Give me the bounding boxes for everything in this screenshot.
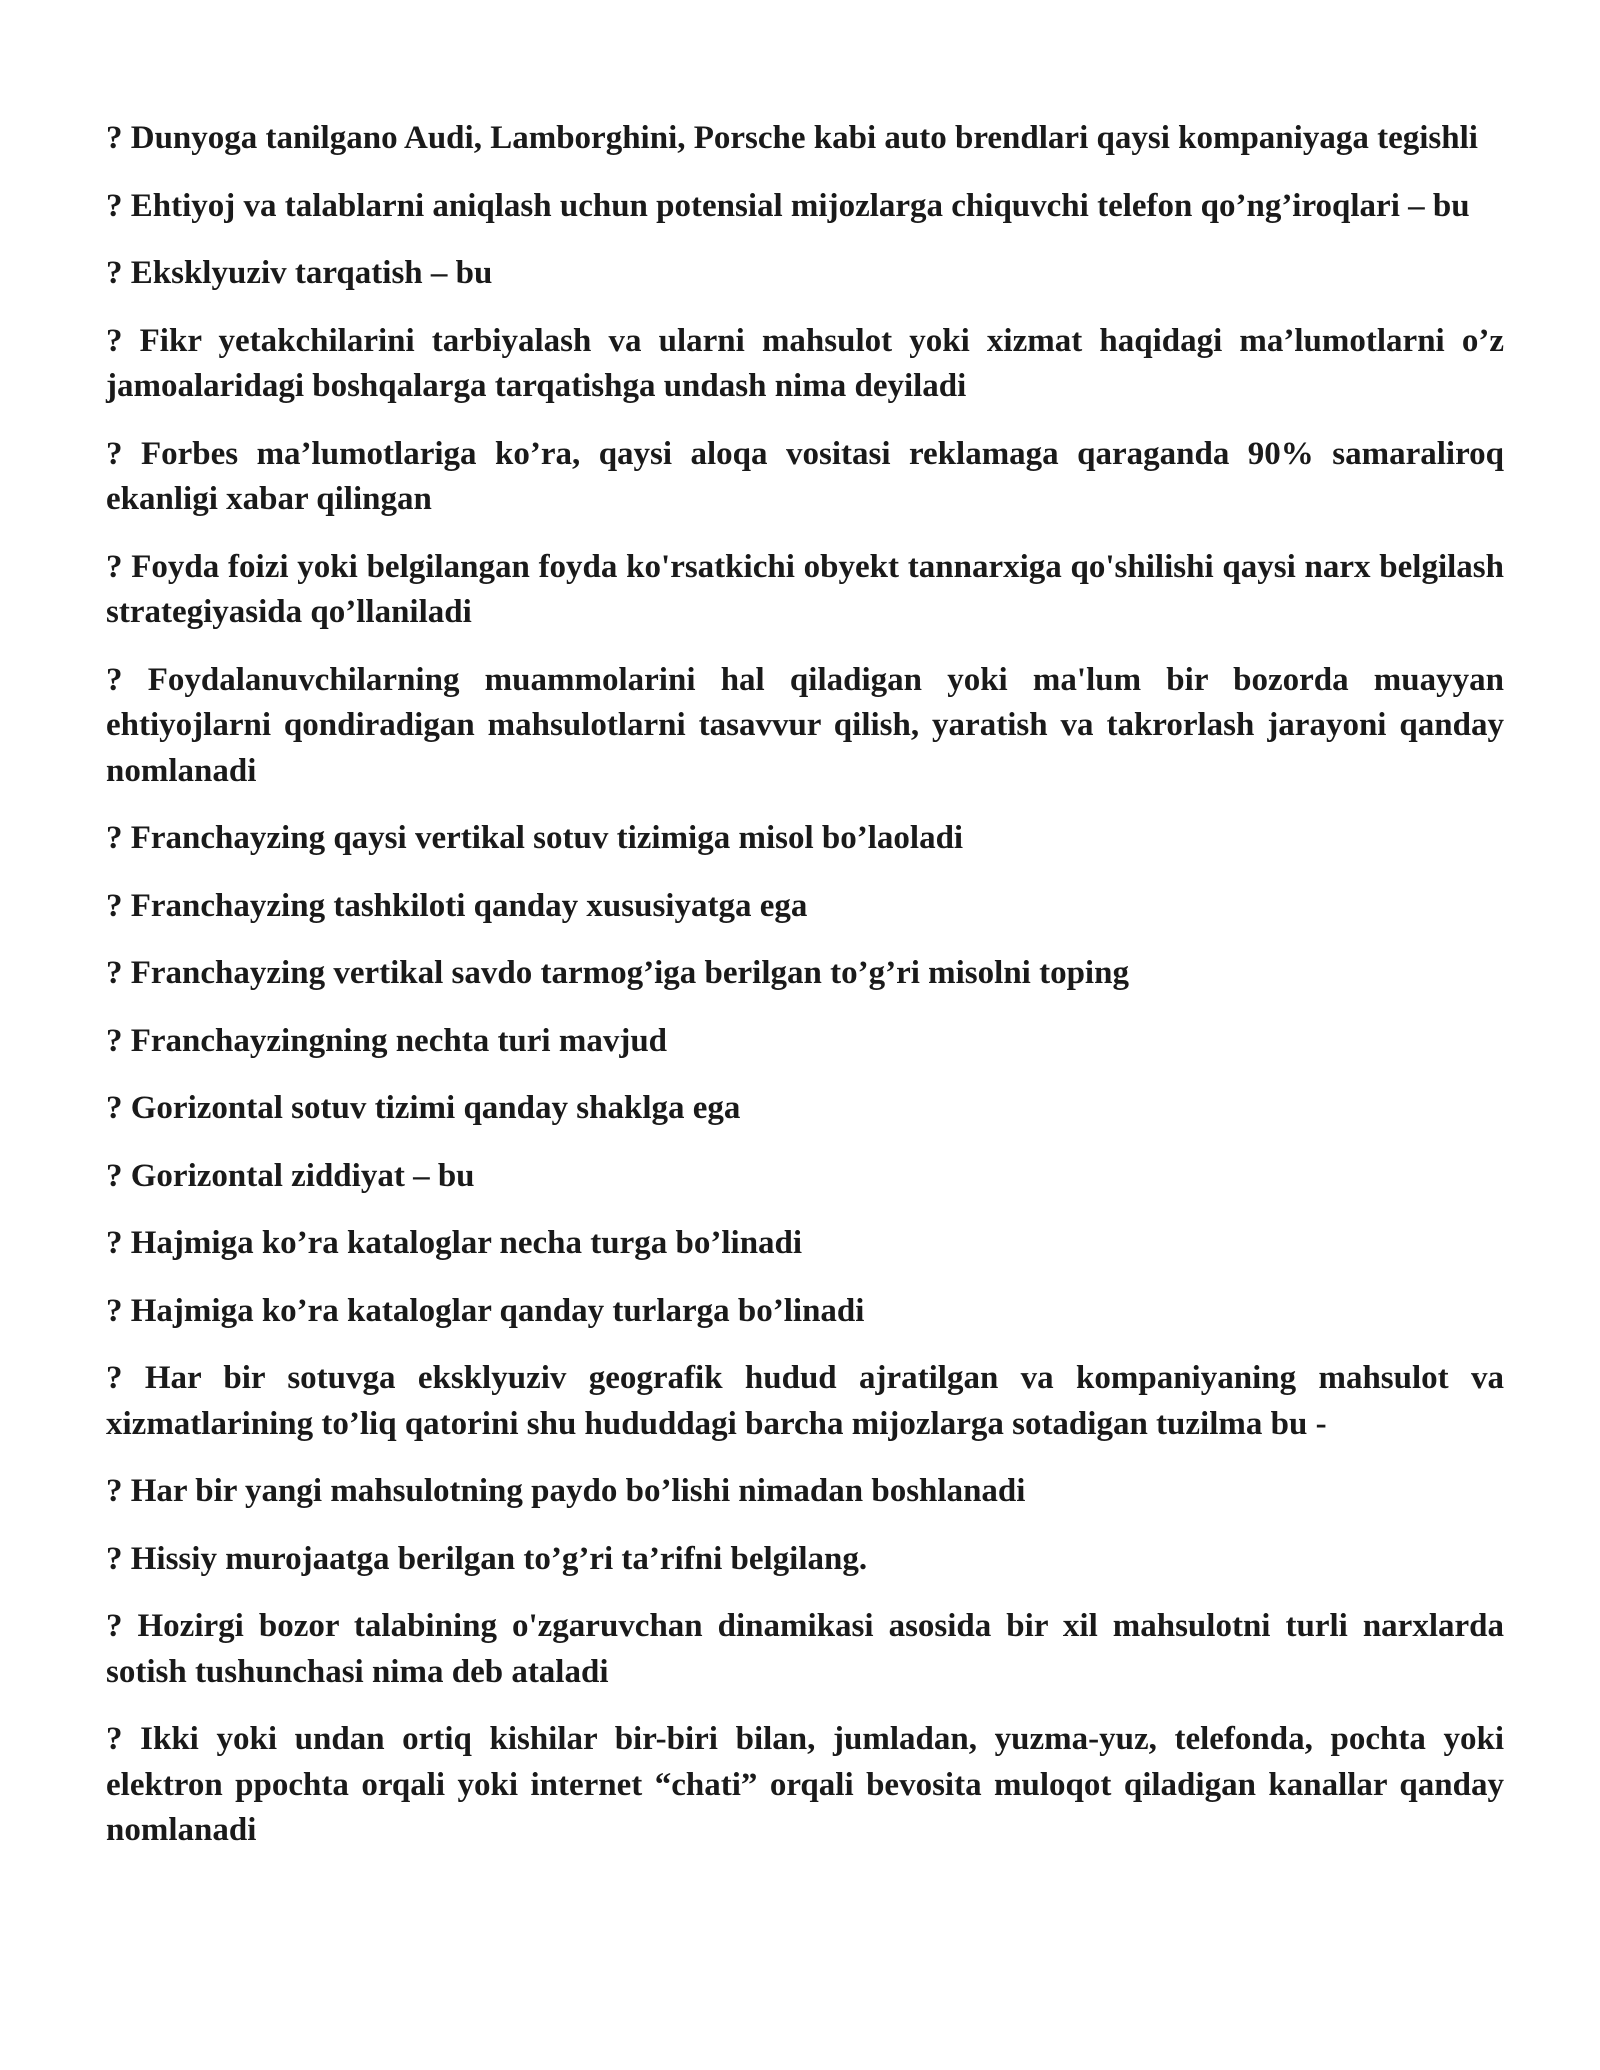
question-item: ? Ikki yoki undan ortiq kishilar bir-biri bilan, jumladan, yuzma-yuz, telefonda, pochta yoki elektron ppochta orqali yoki internet “chati” orqali bevosita muloqot qiladigan kanallar qanday nomlanadi: [106, 1721, 1504, 1848]
question-item: ? Franchayzing qaysi vertikal sotuv tizimiga misol bo’laoladi: [106, 820, 964, 856]
question-item: ? Har bir yangi mahsulotning paydo bo’lishi nimadan boshlanadi: [106, 1473, 1026, 1509]
question-item: ? Forbes ma’lumotlariga ko’ra, qaysi aloqa vositasi reklamaga qaraganda 90% samaraliroq ekanligi xabar qilingan: [106, 435, 1504, 517]
question-item: ? Ehtiyoj va talablarni aniqlash uchun potensial mijozlarga chiquvchi telefon qo’ng’iroqlari – bu: [106, 187, 1470, 224]
question-item: ? Hozirgi bozor talabining o'zgaruvchan dinamikasi asosida bir xil mahsulotni turli narxlarda sotish tushunchasi nima deb ataladi: [106, 1608, 1504, 1690]
question-item: ? Foydalanuvchilarning muammolarini hal qiladigan yoki ma'lum bir bozorda muayyan ehtiyojlarni qondiradigan mahsulotlarni tasavvur qilish, yaratish va takrorlash jarayoni qanday nomlanadi: [106, 661, 1504, 789]
question-item: ? Har bir sotuvga eksklyuziv geografik hudud ajratilgan va kompaniyaning mahsulot va xizmatlarining to’liq qatorini shu hududdagi barcha mijozlarga sotadigan tuzilma bu -: [106, 1360, 1504, 1442]
question-item: ? Hajmiga ko’ra kataloglar qanday turlarga bo’linadi: [106, 1292, 865, 1329]
question-item: ? Eksklyuziv tarqatish – bu: [106, 255, 493, 291]
question-item: ? Franchayzing tashkiloti qanday xususiyatga ega: [106, 887, 808, 924]
question-item: ? Foyda foizi yoki belgilangan foyda ko'rsatkichi obyekt tannarxiga qo'shilishi qaysi narx belgilash strategiyasida qo’llaniladi: [106, 548, 1504, 630]
question-item: ? Gorizontal sotuv tizimi qanday shaklga ega: [106, 1090, 741, 1126]
question-item: ? Franchayzingning nechta turi mavjud: [106, 1022, 668, 1059]
document-page: [106, 116, 1504, 1876]
question-item: ? Dunyoga tanilgano Audi, Lamborghini, Porsche kabi auto brendlari qaysi kompaniyaga tegishli: [106, 120, 1478, 156]
question-item: ? Franchayzing vertikal savdo tarmog’iga berilgan to’g’ri misolni toping: [106, 955, 1129, 991]
question-item: ? Hissiy murojaatga berilgan to’g’ri ta’rifni belgilang.: [106, 1540, 868, 1577]
question-item: ? Hajmiga ko’ra kataloglar necha turga bo’linadi: [106, 1225, 803, 1261]
question-item: ? Gorizontal ziddiyat – bu: [106, 1157, 475, 1194]
question-item: ? Fikr yetakchilarini tarbiyalash va ularni mahsulot yoki xizmat haqidagi ma’lumotlarni o’z jamoalaridagi boshqalarga tarqatishga undash nima deyiladi: [106, 322, 1504, 404]
